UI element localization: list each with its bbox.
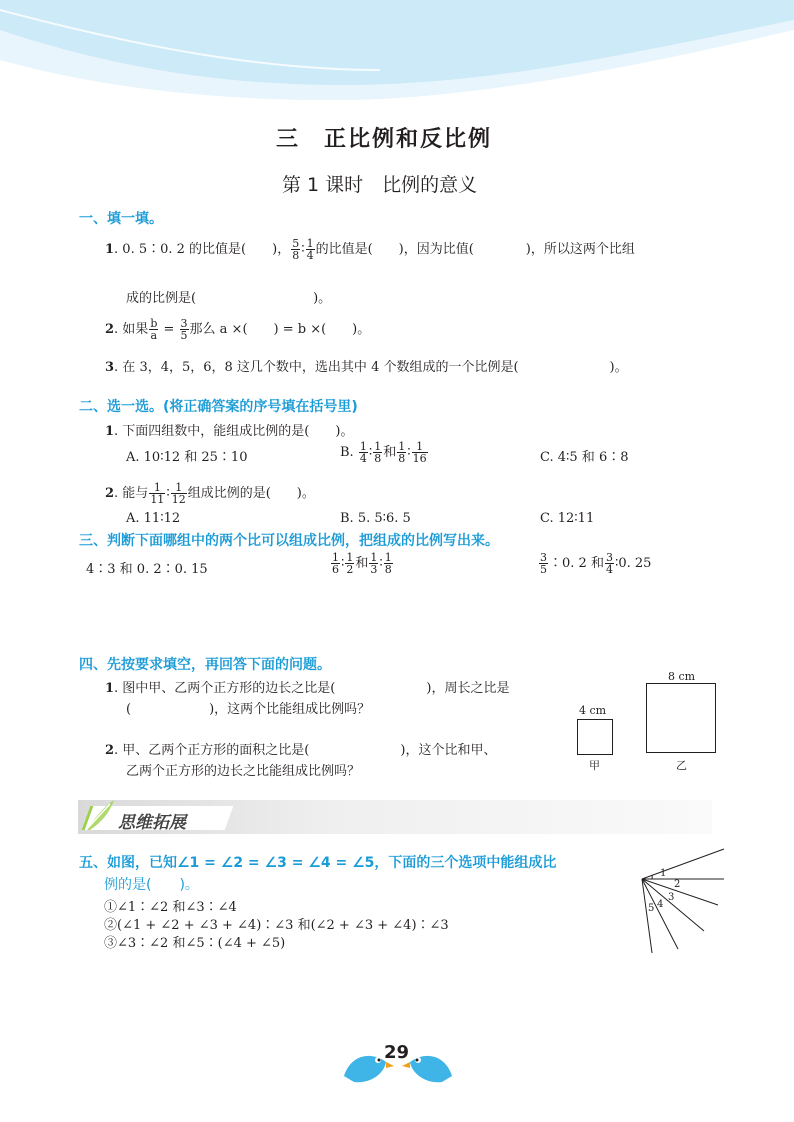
q-text: . 图中甲、乙两个正方形的边长之比是( )，周长之比是 xyxy=(114,681,510,696)
q-text: . 下面四组数中，能组成比例的是( )。 xyxy=(114,424,354,439)
sec4-q1-line1 xyxy=(105,677,509,696)
option-b: B. 5. 5∶6. 5 xyxy=(340,511,411,526)
fraction: $\frac{1}{12}$ xyxy=(171,481,186,506)
q2-text-b: 那么 a ×( ) = b ×( )。 xyxy=(189,322,371,337)
option-1: ①∠1∶∠2 和∠3∶∠4 xyxy=(104,900,237,915)
extension-label: 思维拓展 xyxy=(118,813,186,833)
sec2-q1 xyxy=(105,420,353,439)
text: ∶0. 2 和 xyxy=(549,556,604,571)
fraction: $\frac{1}{4}$ xyxy=(306,237,314,262)
colon: ∶ xyxy=(379,556,383,571)
option-b xyxy=(340,441,429,464)
section-1-heading: 一、填一填。 xyxy=(79,211,163,227)
equals: = xyxy=(163,322,175,337)
fraction: $\frac{5}{8}$ xyxy=(292,237,300,262)
sec1-q3 xyxy=(105,356,628,375)
sec1-q1-line2: 成的比例是( )。 xyxy=(126,291,332,306)
angle-label-4: 4 xyxy=(657,899,664,910)
angle-label-3: 3 xyxy=(668,892,675,903)
sec4-q2-line1 xyxy=(105,739,496,758)
sec4-q1-line2: ( )，这两个比能组成比例吗？ xyxy=(126,702,371,717)
angle-label-1: 1 xyxy=(660,868,667,879)
big-square-name: 乙 xyxy=(676,759,687,772)
fraction: $\frac{3}{4}$ xyxy=(605,551,613,576)
section-3-heading: 三、判断下面哪组中的两个比可以组成比例，把组成的比例写出来。 xyxy=(79,533,499,549)
page-number: 29 xyxy=(384,1042,410,1063)
section-4-heading: 四、先按要求填空，再回答下面的问题。 xyxy=(79,657,331,673)
and: 和 xyxy=(355,556,369,571)
angle-label-5: 5 xyxy=(648,903,655,914)
sec3-item-3 xyxy=(538,552,651,575)
sec2-q2 xyxy=(105,482,315,505)
square-yi xyxy=(646,683,716,753)
header-banner xyxy=(0,0,794,110)
fraction: $\frac{3}{5}$ xyxy=(540,551,547,576)
question-number: 1 xyxy=(105,681,115,696)
q1-text-a: . 0. 5∶0. 2 的比值是( )， xyxy=(114,242,291,257)
section-2-heading: 二、选一选。(将正确答案的序号填在括号里) xyxy=(79,399,358,415)
fraction: $\frac{1}{8}$ xyxy=(398,440,406,465)
question-number: 3 xyxy=(105,360,115,375)
fraction: $\frac{1}{8}$ xyxy=(374,440,382,465)
fraction: $\frac{1}{4}$ xyxy=(359,440,367,465)
small-square-name: 甲 xyxy=(589,759,600,772)
sec3-item-1: 4∶3 和 0. 2∶0. 15 xyxy=(86,562,208,577)
feather-icon xyxy=(80,796,120,836)
text: ∶0. 25 xyxy=(614,556,652,571)
question-number: 2 xyxy=(105,743,115,758)
sec1-q1-line1 xyxy=(105,238,635,261)
option-a: A. 11∶12 xyxy=(126,511,181,526)
sec3-item-2 xyxy=(330,552,394,575)
colon: ∶ xyxy=(407,445,411,460)
colon: ∶ xyxy=(166,486,170,501)
q-text: . 甲、乙两个正方形的面积之比是( )，这个比和甲、 xyxy=(114,743,497,758)
option-a: A. 10∶12 和 25∶10 xyxy=(126,450,248,465)
fraction: $\frac{b}{a}$ xyxy=(150,317,158,342)
q-text-b: 组成比例的是( )。 xyxy=(187,486,315,501)
fraction: $\frac{1}{16}$ xyxy=(412,440,427,465)
section-5-heading: 五、如图，已知∠1 = ∠2 = ∠3 = ∠4 = ∠5，下面的三个选项中能组成比 xyxy=(79,855,557,871)
angle-diagram xyxy=(630,845,726,955)
section-5-heading-cont: 例的是( )。 xyxy=(104,877,199,893)
colon: ∶ xyxy=(341,556,345,571)
big-square-length: 8 cm xyxy=(668,670,696,683)
angle-label-2: 2 xyxy=(674,879,681,890)
question-number: 2 xyxy=(105,486,115,501)
fraction: $\frac{1}{6}$ xyxy=(332,551,339,576)
fraction: $\frac{1}{3}$ xyxy=(370,551,378,576)
option-c: C. 12∶11 xyxy=(540,511,595,526)
sec4-q2-line2: 乙两个正方形的边长之比能组成比例吗？ xyxy=(126,764,361,779)
option-label: B. xyxy=(340,445,354,460)
question-number: 1 xyxy=(105,242,115,257)
fraction: $\frac{3}{5}$ xyxy=(180,317,188,342)
colon: ∶ xyxy=(301,242,305,257)
page-title: 三 正比例和反比例 xyxy=(276,127,493,152)
fraction: $\frac{1}{8}$ xyxy=(384,551,392,576)
q3-text: . 在 3，4，5，6，8 这几个数中，选出其中 4 个数组成的一个比例是( )。 xyxy=(114,360,628,375)
and: 和 xyxy=(383,445,397,460)
q2-text-a: . 如果 xyxy=(114,322,149,337)
option-3: ③∠3∶∠2 和∠5∶(∠4 + ∠5) xyxy=(104,936,286,951)
square-jia xyxy=(577,719,613,755)
option-c: C. 4∶5 和 6∶8 xyxy=(540,450,629,465)
small-square-length: 4 cm xyxy=(579,704,607,717)
q1-text-b: 的比值是( )，因为比值( )，所以这两个比组 xyxy=(315,242,635,257)
q-text-a: . 能与 xyxy=(114,486,149,501)
fraction: $\frac{1}{2}$ xyxy=(346,551,354,576)
question-number: 1 xyxy=(105,424,115,439)
question-number: 2 xyxy=(105,322,115,337)
colon: ∶ xyxy=(368,445,373,460)
lesson-subtitle: 第 1 课时 比例的意义 xyxy=(282,174,478,196)
sec1-q2 xyxy=(105,318,370,341)
fraction: $\frac{1}{11}$ xyxy=(150,481,165,506)
option-2: ②(∠1 + ∠2 + ∠3 + ∠4)∶∠3 和(∠2 + ∠3 + ∠4)∶∠3 xyxy=(104,918,449,933)
